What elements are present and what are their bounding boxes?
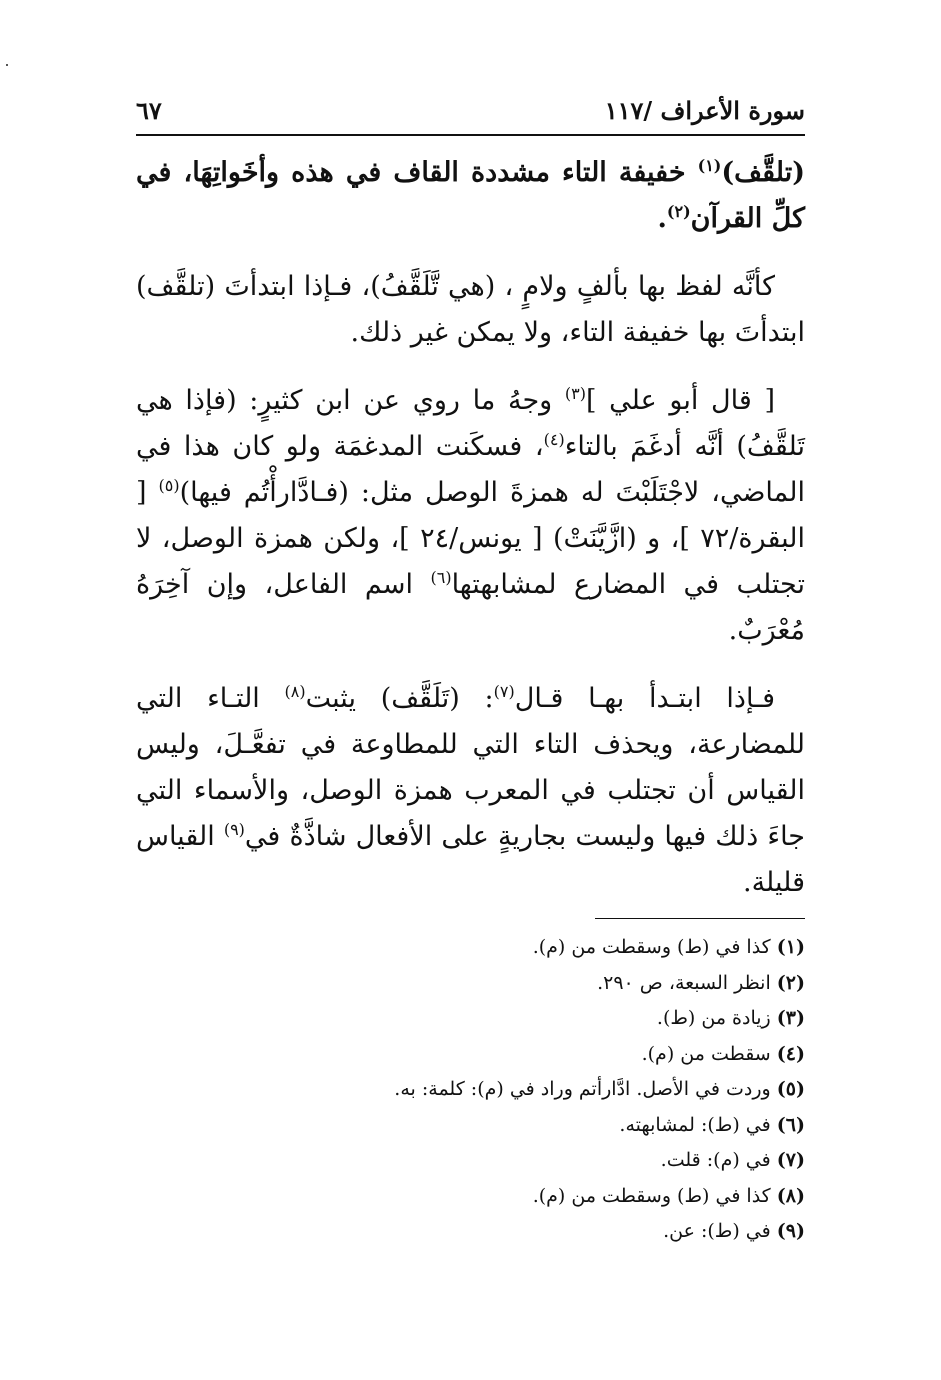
footnote [136, 1072, 805, 1108]
running-header [136, 90, 805, 130]
footnote-number: (٤) [776, 1042, 805, 1065]
footnote [136, 1001, 805, 1037]
footnote-text: وردت في الأصل. ادَّارأتم وراد في (م): كلمة: به. [394, 1078, 771, 1100]
text-run: فـإذا ابتـدأ بهـا قـال [514, 683, 775, 714]
text-run: التـاء التي للمضارعة، ويحذف التاء التي للمطاوعة في تفعَّـلَ، وليس القياس أن تجتلب في المعرب همزة الوصل، والأسماء التي جاءَ ذلك فيها وليست بجاريةٍ على الأفعال شاذَّةٌ في [136, 683, 805, 852]
footnote-marker: (٧) [493, 682, 515, 701]
text-run: اسم الفاعل، وإن آخِرَهُ مُعْرَبٌ. [136, 569, 805, 646]
footnote-marker: (٨) [284, 682, 306, 701]
footnote [136, 1143, 805, 1179]
footnote-marker: (٣) [564, 384, 586, 403]
footnote [136, 1037, 805, 1073]
footnote-text: في (م): قلت. [660, 1149, 771, 1171]
text-run: [ البقرة/٧٢ ]، و (ازَّيَّنَتْ) [ يونس/٢٤ ]، ولكن همزة الوصل، لا تجتلب في المضارع لمشابهتها [136, 477, 805, 600]
footnote-marker: (٤) [543, 430, 565, 449]
footnote-number: (٥) [776, 1078, 805, 1100]
page-number: ٦٧ [136, 95, 162, 125]
paragraph-1 [136, 150, 805, 242]
footnote-text: في (ط): عن. [663, 1220, 771, 1242]
footnote [136, 966, 805, 1002]
footnote-marker: (١) [697, 156, 722, 175]
text-run: القياس قليلة. [136, 821, 805, 898]
main-text [136, 150, 805, 928]
footnote-marker: (٥) [158, 476, 180, 495]
paragraph-2 [136, 264, 805, 356]
footnote-rule [595, 918, 805, 919]
footnote-text: انظر السبعة، ص ٢٩٠. [597, 971, 771, 994]
footnote-number: (٨) [776, 1184, 805, 1207]
text-run: ، فسكَنت المدغمَة ولو كان هذا في الماضي، لاجْتَلَبْتَ له همزةَ الوصل مثل: (فـادَّارأْتُم فيها) [136, 431, 805, 508]
footnote-number: (٦) [776, 1113, 805, 1136]
text-run: : (تَلَقَّف) يثبت [305, 683, 494, 714]
footnote-text: سقطت من (م). [641, 1042, 771, 1065]
text-run: [ قال أبو علي ] [585, 385, 776, 416]
footnote [136, 1108, 805, 1144]
footnote-marker: (٦) [430, 568, 452, 587]
footnote-marker: (٩) [223, 820, 245, 839]
text-run: (تلقَّف) [721, 157, 805, 188]
scan-mark [6, 64, 8, 66]
footnote-text: في (ط): لمشابهته. [619, 1113, 771, 1136]
running-title: سورة الأعراف /١١٧ [604, 95, 805, 125]
footnote-number: (٧) [776, 1149, 805, 1171]
footnote-number: (١) [776, 936, 805, 958]
text-run: خفيفة التاء مشددة القاف في هذه وأخَواتِهَا، في كلِّ القرآن [136, 157, 805, 234]
footnote-marker: (٢) [666, 202, 691, 221]
footnote-text: كذا في (ط) وسقطت من (م). [532, 936, 771, 958]
text-run: وجهُ ما روي عن ابن كثيرٍ: (فإذا هي تَلقَّفُ) أنَّه أدغَمَ بالتاء [136, 385, 805, 462]
header-rule [136, 134, 805, 136]
footnote [136, 1214, 805, 1250]
footnote-number: (٩) [776, 1220, 805, 1242]
footnote-text: زيادة من (ط). [656, 1007, 771, 1029]
footnote-text: كذا في (ط) وسقطت من (م). [532, 1184, 771, 1207]
footnote [136, 1179, 805, 1215]
footnote-number: (٣) [776, 1007, 805, 1029]
text-run: كأنَّه لفظ بها بألفٍ ولامٍ ، (هي تَّلَقَّفُ)، فـإذا ابتدأتَ (تلقَّف) ابتدأتَ بها خفيفة التاء، ولا يمكن غير ذلك. [136, 271, 805, 348]
footnote [136, 930, 805, 966]
paragraph-4 [136, 676, 805, 906]
paragraph-3 [136, 378, 805, 654]
text-run: . [657, 203, 667, 234]
footnote-number: (٢) [776, 971, 805, 994]
footnotes-list [136, 930, 805, 1250]
